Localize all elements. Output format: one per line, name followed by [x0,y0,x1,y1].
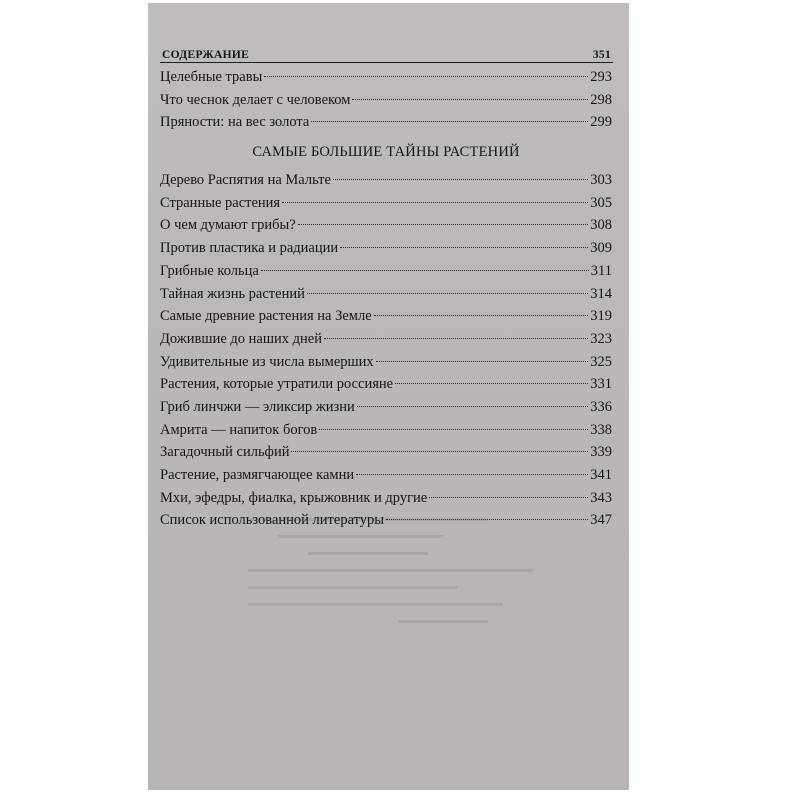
toc-dot-leader [333,179,588,180]
toc-entry-page: 314 [590,285,612,302]
toc-entry-page: 347 [590,512,612,529]
toc-entry-title: Тайная жизнь растений [160,285,305,302]
toc-entry[interactable] [160,373,612,396]
toc-dot-leader [357,406,588,407]
toc-dot-leader [291,451,588,452]
toc-entry-page: 343 [590,489,612,506]
toc-entry-page: 303 [590,172,612,189]
toc-entry[interactable] [160,351,612,374]
toc-entry-page: 323 [590,330,612,347]
toc-dot-leader [311,121,588,122]
toc-entry-page: 298 [590,91,612,108]
toc-entry-page: 341 [590,467,612,483]
toc-entry[interactable] [160,441,612,464]
toc-entry-page: 331 [590,376,612,393]
toc-entry-title: Грибные кольца [160,262,259,279]
toc-dot-leader [374,315,589,316]
toc-entry[interactable] [160,487,612,510]
toc-entry[interactable] [160,328,612,351]
toc-entry[interactable] [160,509,612,532]
toc-dot-leader [261,270,589,271]
toc-entry-page: 319 [590,308,612,325]
toc-dot-leader [282,202,588,203]
toc-entry-page: 311 [590,262,612,279]
toc-dot-leader [298,224,589,225]
toc-entry-title: Что чеснок делает с человеком [160,91,351,108]
toc-dot-leader [307,293,588,294]
toc-dot-leader [264,76,588,77]
toc-entry[interactable] [160,260,612,283]
toc-entry-page: 336 [590,398,612,415]
toc-entry[interactable] [160,192,612,215]
toc-entry-title: Список использованной литературы [160,512,385,529]
toc-entry-title: Растения, которые утратили россияне [160,376,394,393]
toc-dot-leader [319,429,588,430]
toc-dot-leader [340,247,588,248]
running-head-page-number: 351 [592,49,611,61]
header-rule [160,62,613,63]
toc-dot-leader [324,338,588,339]
table-of-contents [160,66,612,532]
toc-entry-page: 305 [590,194,612,211]
toc-entry-title: Гриб линчжи — эликсир жизни [160,398,355,415]
toc-entry-title: Мхи, эфедры, фиалка, крыжовник и другие [160,489,428,506]
toc-entry-title: Загадочный сильфий [160,444,290,461]
toc-entry[interactable] [160,419,612,442]
toc-entry-title: Пряности: на вес золота [160,114,310,131]
toc-entry-title: Амрита — напиток богов [160,421,318,438]
toc-entry-title: О чем думают грибы? [160,217,296,234]
running-head [162,43,611,61]
toc-entry[interactable] [160,305,612,328]
toc-entry-title: Целебные травы [160,69,263,85]
toc-entry-title: Странные растения [160,194,281,211]
toc-entry-page: 299 [590,114,612,131]
toc-entry[interactable] [160,396,612,419]
book-page [148,3,629,790]
toc-entry-title: Самые древние растения на Земле [160,308,372,325]
toc-dot-leader [356,474,588,475]
toc-entry[interactable] [160,111,612,134]
section-heading: САМЫЕ БОЛЬШИЕ ТАЙНЫ РАСТЕНИЙ [252,144,520,161]
toc-entry-page: 309 [590,240,612,257]
toc-dot-leader [386,519,588,520]
toc-entry[interactable] [160,169,612,192]
toc-dot-leader [395,383,588,384]
running-head-title: СОДЕРЖАНИЕ [162,49,250,61]
toc-entry-page: 293 [590,69,612,85]
toc-dot-leader [429,497,588,498]
toc-entry[interactable] [160,237,612,260]
toc-entry-title: Дерево Распятия на Мальте [160,172,331,189]
show-through-ghost-text [248,518,548,698]
toc-entry-page: 339 [590,444,612,461]
toc-entry-page: 338 [590,421,612,438]
toc-entry[interactable] [160,89,612,112]
toc-entry[interactable] [160,283,612,306]
toc-dot-leader [352,99,588,100]
toc-entry-title: Против пластика и радиации [160,240,339,257]
toc-entry[interactable] [160,214,612,237]
toc-entry[interactable] [160,66,612,89]
toc-entry-page: 325 [590,353,612,370]
toc-entry-title: Удивительные из числа вымерших [160,353,374,370]
toc-entry-page: 308 [590,217,612,234]
toc-entry[interactable] [160,464,612,487]
toc-entry-title: Растение, размягчающее камни [160,467,355,483]
toc-dot-leader [376,361,589,362]
toc-entry-title: Дожившие до наших дней [160,330,322,347]
